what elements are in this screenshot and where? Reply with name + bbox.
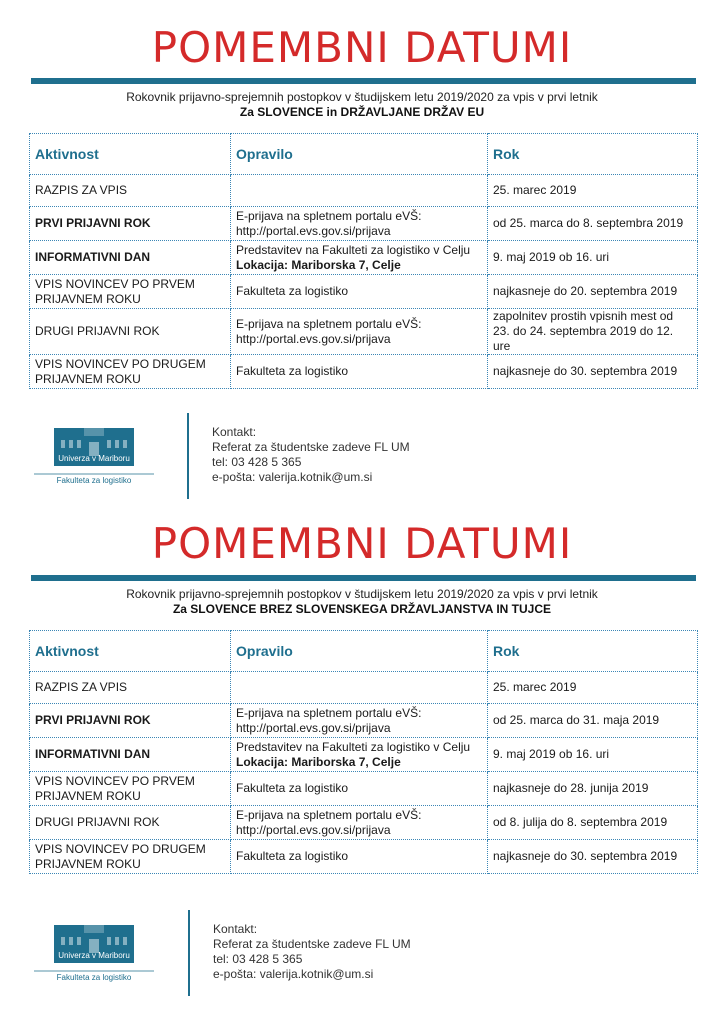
activity-cell: PRVI PRIJAVNI ROK (30, 207, 231, 241)
contact-office: Referat za študentske zadeve FL UM (212, 440, 410, 454)
task-cell: E-prijava na spletnem portalu eVŠ: http://portal.evs.gov.si/prijava (231, 207, 488, 241)
task-cell (231, 738, 488, 772)
activity-cell: INFORMATIVNI DAN (30, 738, 231, 772)
task-cell: Fakulteta za logistiko (231, 772, 488, 806)
title-2: POMEMBNI DATUMI (151, 519, 573, 568)
title-bar-2 (31, 575, 696, 581)
deadline-cell: najkasneje do 30. septembra 2019 (488, 840, 698, 874)
deadline-cell: od 25. marca do 31. maja 2019 (488, 704, 698, 738)
activity-cell: VPIS NOVINCEV PO DRUGEM PRIJAVNEM ROKU (30, 355, 231, 389)
activity-cell: PRVI PRIJAVNI ROK (30, 704, 231, 738)
table-row (30, 355, 698, 389)
faculty-name: Fakulteta za logistiko (56, 973, 132, 982)
title-bar-1 (31, 78, 696, 84)
deadline-cell: od 8. julija do 8. septembra 2019 (488, 806, 698, 840)
dates-table-2 (29, 630, 698, 874)
task-cell: Fakulteta za logistiko (231, 275, 488, 309)
university-logo-2 (34, 925, 154, 992)
task-cell: E-prijava na spletnem portalu eVŠ: http://portal.evs.gov.si/prijava (231, 806, 488, 840)
table-row (30, 309, 698, 355)
contact-email: e-pošta: valerija.kotnik@um.si (213, 967, 374, 981)
activity-cell: DRUGI PRIJAVNI ROK (30, 309, 231, 355)
table-row (30, 275, 698, 309)
task-cell: E-prijava na spletnem portalu eVŠ: http://portal.evs.gov.si/prijava (231, 309, 488, 355)
header-activity: Aktivnost (30, 134, 231, 175)
table-header-row (30, 134, 698, 175)
header-activity: Aktivnost (30, 631, 231, 672)
table-row (30, 772, 698, 806)
header-task: Opravilo (231, 134, 488, 175)
activity-cell: VPIS NOVINCEV PO PRVEM PRIJAVNEM ROKU (30, 772, 231, 806)
activity-cell: VPIS NOVINCEV PO DRUGEM PRIJAVNEM ROKU (30, 840, 231, 874)
contact-divider-1 (187, 413, 189, 499)
contact-phone: tel: 03 428 5 365 (213, 952, 303, 966)
deadline-cell: zapolnitev prostih vpisnih mest od 23. do 24. septembra 2019 do 12. ure (488, 309, 698, 355)
task-location: Lokacija: Mariborska 7, Celje (236, 754, 401, 769)
table-row (30, 175, 698, 207)
title-1: POMEMBNI DATUMI (151, 23, 573, 72)
table-header-row (30, 631, 698, 672)
table-row (30, 806, 698, 840)
deadline-cell: 25. marec 2019 (488, 672, 698, 704)
header-deadline: Rok (488, 631, 698, 672)
deadline-cell: najkasneje do 20. septembra 2019 (488, 275, 698, 309)
table-row (30, 738, 698, 772)
task-cell: Fakulteta za logistiko (231, 840, 488, 874)
activity-cell: INFORMATIVNI DAN (30, 241, 231, 275)
task-cell (231, 241, 488, 275)
activity-cell: RAZPIS ZA VPIS (30, 175, 231, 207)
activity-cell: VPIS NOVINCEV PO PRVEM PRIJAVNEM ROKU (30, 275, 231, 309)
task-location: Lokacija: Mariborska 7, Celje (236, 257, 401, 272)
university-name: Univerza v Mariboru (58, 951, 130, 960)
faculty-name: Fakulteta za logistiko (56, 476, 132, 485)
table-row (30, 207, 698, 241)
subtitle-2: Rokovnik prijavno-sprejemnih postopkov v študijskem letu 2019/2020 za vpis v prvi letnik (126, 587, 598, 601)
university-name: Univerza v Mariboru (58, 454, 130, 463)
task-cell (231, 672, 488, 704)
subtitle-1: Rokovnik prijavno-sprejemnih postopkov v študijskem letu 2019/2020 za vpis v prvi letnik (126, 90, 598, 104)
contact-phone: tel: 03 428 5 365 (212, 455, 302, 469)
deadline-cell: najkasneje do 28. junija 2019 (488, 772, 698, 806)
university-logo-1 (34, 428, 154, 495)
deadline-cell: od 25. marca do 8. septembra 2019 (488, 207, 698, 241)
deadline-cell: 9. maj 2019 ob 16. uri (488, 738, 698, 772)
table-row (30, 672, 698, 704)
contact-office: Referat za študentske zadeve FL UM (213, 937, 411, 951)
table-row (30, 241, 698, 275)
audience-2: Za SLOVENCE BREZ SLOVENSKEGA DRŽAVLJANSTVA IN TUJCE (172, 602, 552, 616)
activity-cell: RAZPIS ZA VPIS (30, 672, 231, 704)
header-task: Opravilo (231, 631, 488, 672)
contact-email: e-pošta: valerija.kotnik@um.si (212, 470, 373, 484)
contact-label: Kontakt: (213, 922, 258, 936)
task-text: Predstavitev na Fakulteti za logistiko v Celju (236, 242, 471, 257)
contact-block-2 (213, 922, 411, 982)
activity-cell: DRUGI PRIJAVNI ROK (30, 806, 231, 840)
contact-label: Kontakt: (212, 425, 257, 439)
contact-divider-2 (188, 910, 190, 996)
task-cell: E-prijava na spletnem portalu eVŠ: http://portal.evs.gov.si/prijava (231, 704, 488, 738)
header-deadline: Rok (488, 134, 698, 175)
deadline-cell: 9. maj 2019 ob 16. uri (488, 241, 698, 275)
contact-block-1 (212, 425, 410, 485)
deadline-cell: 25. marec 2019 (488, 175, 698, 207)
table-row (30, 704, 698, 738)
audience-1: Za SLOVENCE in DRŽAVLJANE DRŽAV EU (239, 105, 485, 119)
task-cell (231, 175, 488, 207)
table-row (30, 840, 698, 874)
dates-table-1 (29, 133, 698, 389)
task-cell: Fakulteta za logistiko (231, 355, 488, 389)
deadline-cell: najkasneje do 30. septembra 2019 (488, 355, 698, 389)
task-text: Predstavitev na Fakulteti za logistiko v Celju (236, 739, 471, 754)
